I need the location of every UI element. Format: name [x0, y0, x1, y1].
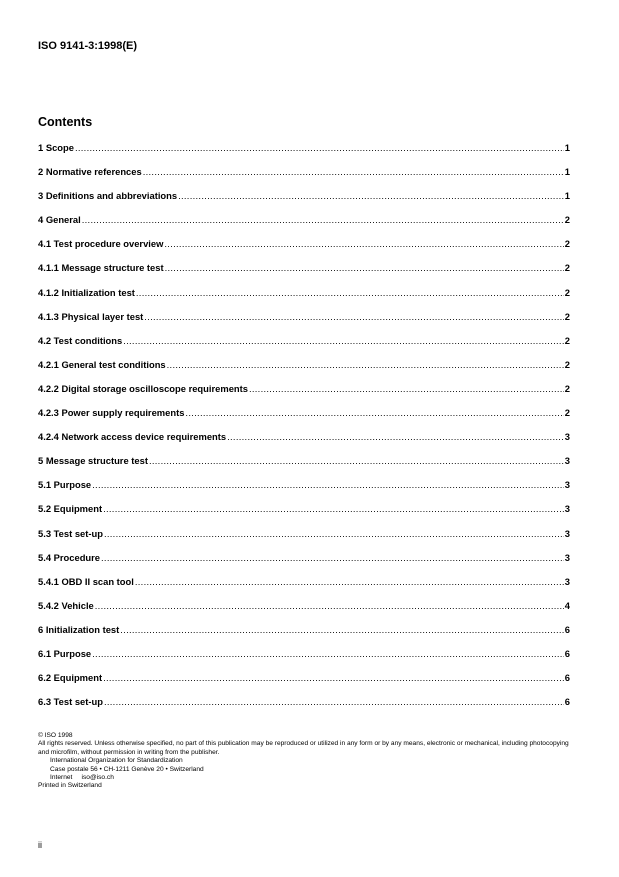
toc-entry-page: 6	[564, 623, 570, 635]
toc-entry-title: 4 General	[38, 214, 81, 226]
toc-entry-page: 3	[564, 503, 570, 515]
contents-title: Contents	[38, 115, 93, 129]
toc-entry[interactable]	[38, 552, 570, 576]
toc-entry-title: 4.2.2 Digital storage oscilloscope requirements	[38, 382, 248, 394]
toc-entry-title: 4.1.1 Message structure test	[38, 262, 164, 274]
toc-entry-title: 6 Initialization test	[38, 623, 120, 635]
toc-entry[interactable]	[38, 383, 570, 407]
dot-leader	[104, 528, 564, 539]
toc-entry-title: 4.2 Test conditions	[38, 334, 123, 346]
toc-entry-page: 2	[564, 358, 570, 370]
organization-name: International Organization for Standardization	[50, 757, 183, 765]
dot-leader	[103, 503, 564, 514]
internet-email: iso@iso.ch	[81, 774, 114, 782]
toc-entry[interactable]	[38, 600, 570, 624]
printed-in: Printed in Switzerland	[38, 782, 102, 790]
toc-entry-title: 4.1 Test procedure overview	[38, 238, 164, 250]
dot-leader	[185, 407, 563, 418]
toc-entry-title: 5.4 Procedure	[38, 551, 101, 563]
toc-entry-title: 6.3 Test set-up	[38, 696, 103, 708]
toc-entry-title: 3 Definitions and abbreviations	[38, 190, 178, 202]
table-of-contents	[38, 142, 570, 720]
toc-entry[interactable]	[38, 287, 570, 311]
toc-entry[interactable]	[38, 576, 570, 600]
toc-entry[interactable]	[38, 624, 570, 648]
toc-entry-page: 3	[564, 527, 570, 539]
toc-entry[interactable]	[38, 407, 570, 431]
dot-leader	[143, 166, 564, 177]
toc-entry-page: 2	[564, 310, 570, 322]
toc-entry-page: 3	[564, 455, 570, 467]
toc-entry-page: 2	[564, 382, 570, 394]
dot-leader	[123, 335, 564, 346]
dot-leader	[104, 696, 564, 707]
toc-entry-title: 4.1.2 Initialization test	[38, 286, 135, 298]
toc-entry-title: 5.1 Purpose	[38, 479, 92, 491]
toc-entry-title: 6.1 Purpose	[38, 647, 92, 659]
toc-entry-page: 6	[564, 672, 570, 684]
toc-entry-title: 6.2 Equipment	[38, 672, 103, 684]
dot-leader	[136, 287, 564, 298]
dot-leader	[75, 142, 564, 153]
rights-statement: All rights reserved. Unless otherwise specified, no part of this publication may be reproduced or utilized in any form or by any means, electronic or mechanical, including photocopying and microfilm, without permission in writing from the publisher.	[38, 740, 569, 756]
toc-entry-page: 3	[564, 551, 570, 563]
toc-entry-page: 2	[564, 286, 570, 298]
internet-label: Internet	[50, 774, 73, 782]
toc-entry[interactable]	[38, 214, 570, 238]
toc-entry-page: 1	[564, 166, 570, 178]
dot-leader	[92, 648, 564, 659]
toc-entry-title: 5.2 Equipment	[38, 503, 103, 515]
dot-leader	[95, 600, 564, 611]
toc-entry[interactable]	[38, 262, 570, 286]
dot-leader	[164, 238, 563, 249]
toc-entry-page: 2	[564, 407, 570, 419]
toc-entry-page: 6	[564, 647, 570, 659]
document-header: ISO 9141-3:1998(E)	[38, 40, 138, 52]
page-number: ii	[38, 840, 42, 850]
toc-entry[interactable]	[38, 648, 570, 672]
dot-leader	[249, 383, 564, 394]
toc-entry-title: 5 Message structure test	[38, 455, 148, 467]
dot-leader	[120, 624, 564, 635]
toc-entry[interactable]	[38, 142, 570, 166]
internet-line	[38, 774, 578, 782]
toc-entry[interactable]	[38, 238, 570, 262]
toc-entry[interactable]	[38, 359, 570, 383]
toc-entry-title: 2 Normative references	[38, 166, 142, 178]
dot-leader	[144, 311, 564, 322]
toc-entry-title: 5.3 Test set-up	[38, 527, 103, 539]
toc-entry[interactable]	[38, 431, 570, 455]
toc-entry[interactable]	[38, 311, 570, 335]
toc-entry-title: 4.2.4 Network access device requirements	[38, 431, 227, 443]
toc-entry[interactable]	[38, 479, 570, 503]
dot-leader	[227, 431, 564, 442]
toc-entry[interactable]	[38, 335, 570, 359]
toc-entry-page: 2	[564, 334, 570, 346]
toc-entry[interactable]	[38, 696, 570, 720]
toc-entry-page: 4	[564, 599, 570, 611]
toc-entry-page: 3	[564, 575, 570, 587]
toc-entry-page: 3	[564, 479, 570, 491]
dot-leader	[92, 479, 564, 490]
dot-leader	[165, 262, 564, 273]
toc-entry-title: 4.2.1 General test conditions	[38, 358, 166, 370]
toc-entry-title: 1 Scope	[38, 142, 74, 153]
toc-entry-page: 2	[564, 262, 570, 274]
copyright-block	[38, 732, 578, 791]
copyright-notice: © ISO 1998	[38, 732, 73, 739]
toc-entry-page: 3	[564, 431, 570, 443]
toc-entry-page: 6	[564, 696, 570, 708]
dot-leader	[149, 455, 564, 466]
toc-entry[interactable]	[38, 190, 570, 214]
toc-entry[interactable]	[38, 166, 570, 190]
toc-entry[interactable]	[38, 528, 570, 552]
dot-leader	[103, 672, 564, 683]
toc-entry-title: 4.1.3 Physical layer test	[38, 310, 144, 322]
toc-entry[interactable]	[38, 503, 570, 527]
toc-entry-page: 2	[564, 214, 570, 226]
dot-leader	[82, 214, 564, 225]
dot-leader	[135, 576, 564, 587]
toc-entry[interactable]	[38, 455, 570, 479]
postal-address: Case postale 56 • CH-1211 Genève 20 • Switzerland	[50, 765, 204, 773]
dot-leader	[101, 552, 564, 563]
dot-leader	[178, 190, 564, 201]
toc-entry-title: 5.4.2 Vehicle	[38, 599, 94, 611]
toc-entry-page: 2	[564, 238, 570, 250]
toc-entry-title: 5.4.1 OBD II scan tool	[38, 575, 134, 587]
dot-leader	[167, 359, 564, 370]
toc-entry-page: 1	[564, 190, 570, 202]
toc-entry-page: 1	[564, 142, 570, 153]
toc-entry[interactable]	[38, 672, 570, 696]
toc-entry-title: 4.2.3 Power supply requirements	[38, 407, 185, 419]
